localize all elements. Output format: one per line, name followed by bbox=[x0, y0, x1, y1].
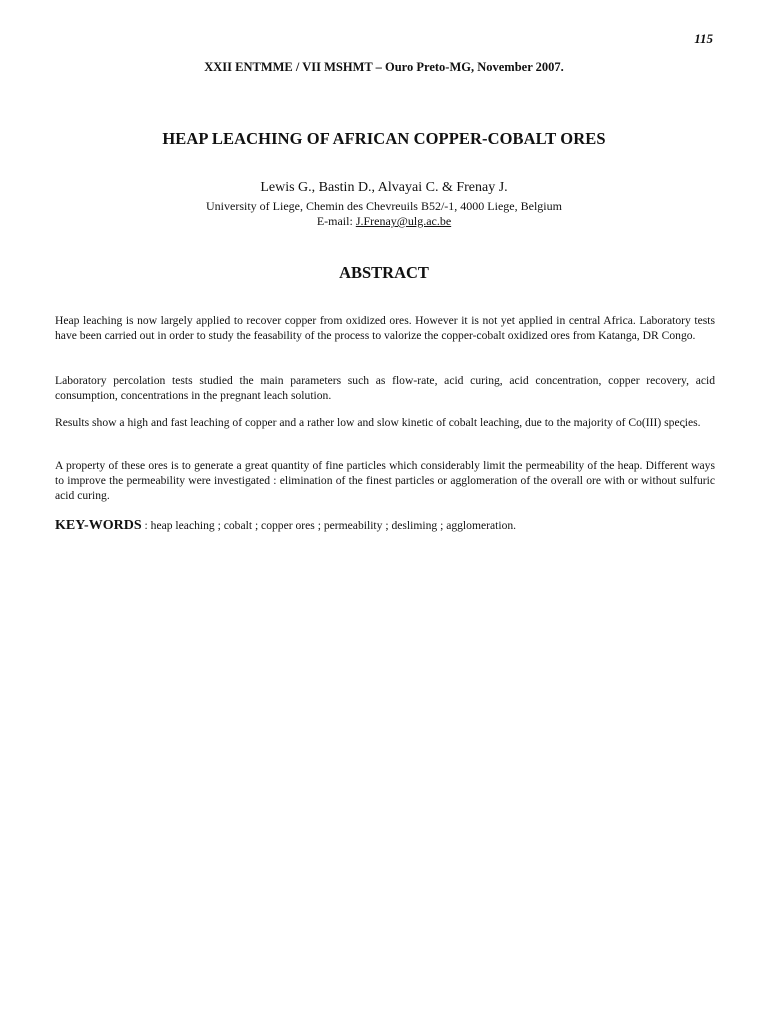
abstract-paragraph-4: A property of these ores is to generate a great quantity of fine particles which considerably limit the permeability of the heap. Different ways to improve the permeability were investigated : elimination of the finest particles or agglomeration of the overall ore with or without sulfuric acid curing. bbox=[55, 459, 715, 502]
email-link[interactable]: J.Frenay@ulg.ac.be bbox=[355, 214, 452, 228]
abstract-paragraph-3: Results show a high and fast leaching of copper and a rather low and slow kinetic of cobalt leaching, due to the majority of Co(III) species. bbox=[55, 416, 701, 429]
paper-title: HEAP LEACHING OF AFRICAN COPPER-COBALT ORES bbox=[162, 129, 606, 148]
author-list: Lewis G., Bastin D., Alvayai C. & Frenay J. bbox=[260, 180, 508, 195]
abstract-heading: ABSTRACT bbox=[339, 263, 429, 282]
keywords-label: KEY-WORDS bbox=[55, 518, 142, 533]
email-line bbox=[0, 214, 768, 229]
email-prefix: E-mail: bbox=[316, 214, 356, 228]
page-number: 115 bbox=[694, 31, 713, 46]
abstract-paragraph-2: Laboratory percolation tests studied the main parameters such as flow-rate, acid curing, acid concentration, copper recovery, acid consumption, concentrations in the pregnant leach solution. bbox=[55, 374, 715, 402]
abstract-paragraph-1: Heap leaching is now largely applied to recover copper from oxidized ores. However it is not yet applied in central Africa. Laboratory tests have been carried out in order to study the feasability of the process to valorize the copper-cobalt oxidized ores from Katanga, DR Congo. bbox=[55, 314, 715, 342]
keywords-text: : heap leaching ; cobalt ; copper ores ; permeability ; desliming ; agglomeration. bbox=[141, 519, 517, 532]
affiliation: University of Liege, Chemin des Chevreuils B52/-1, 4000 Liege, Belgium bbox=[206, 199, 562, 213]
conference-header: XXII ENTMME / VII MSHMT – Ouro Preto-MG, November 2007. bbox=[204, 60, 564, 74]
keywords-line bbox=[55, 518, 715, 534]
